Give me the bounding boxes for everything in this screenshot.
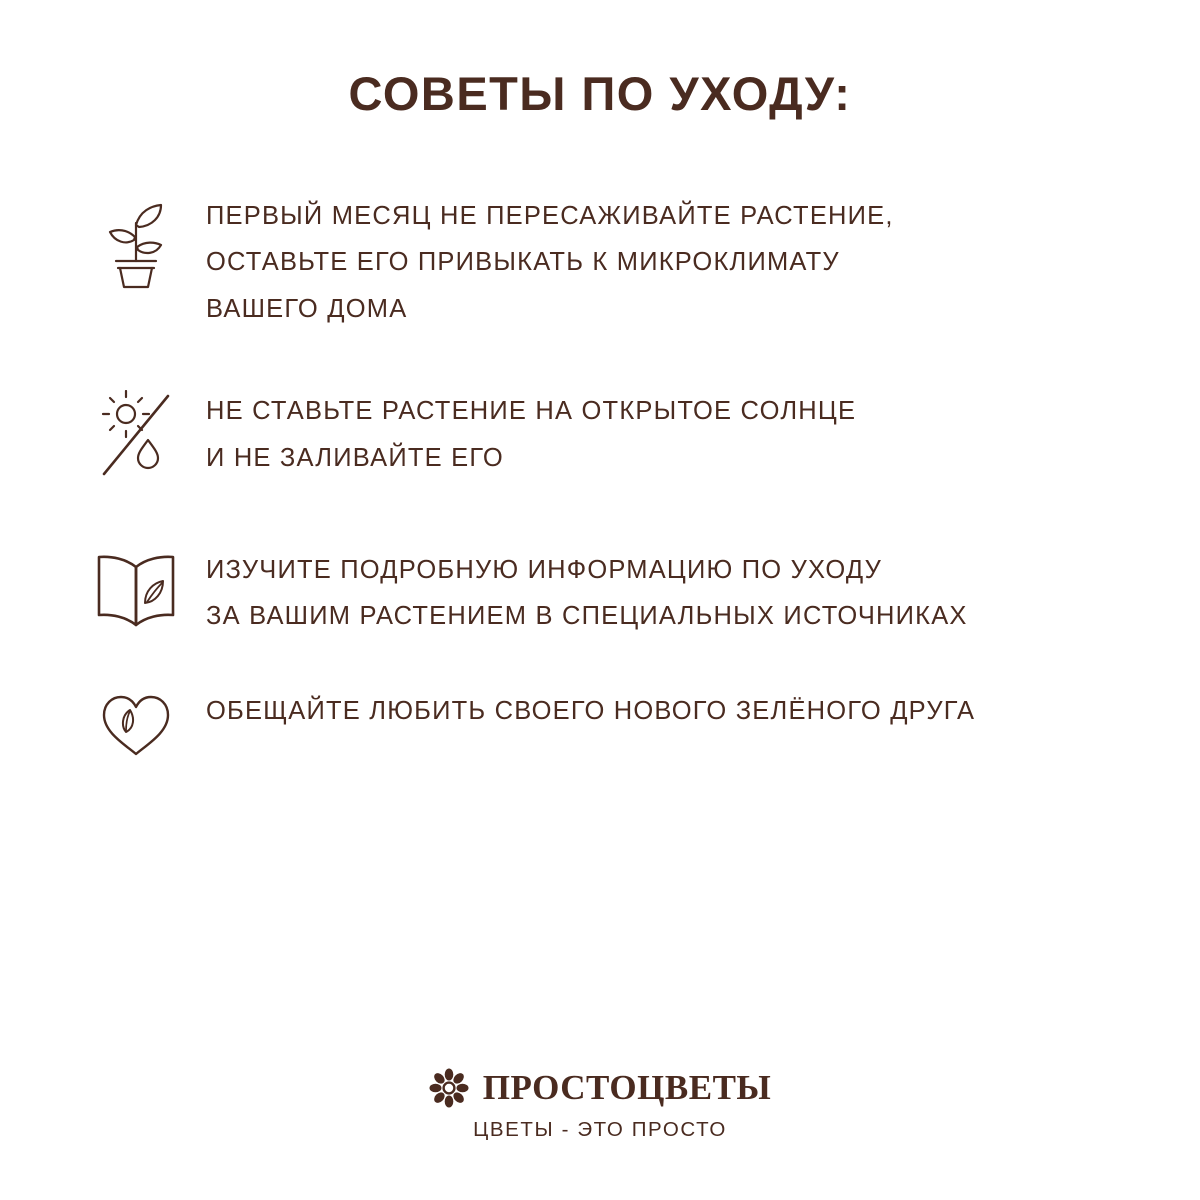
- list-item-text: [184, 688, 975, 734]
- list-item-text: [184, 547, 968, 640]
- heart-with-leaf-icon: [88, 688, 184, 760]
- text-line: ОБЕЩАЙТЕ ЛЮБИТЬ СВОЕГО НОВОГО ЗЕЛЁНОГО ДРУГА: [206, 696, 976, 725]
- text-line: ОСТАВЬТЕ ЕГО ПРИВЫКАТЬ К МИКРОКЛИМАТУ: [206, 248, 840, 277]
- text-line: НЕ СТАВЬТЕ РАСТЕНИЕ НА ОТКРЫТОЕ СОЛНЦЕ: [206, 397, 857, 426]
- text-line: ВАШЕГО ДОМА: [206, 294, 408, 323]
- open-book-with-leaf-icon: [88, 547, 184, 631]
- flower-logo-icon: [429, 1068, 469, 1108]
- brand-tagline: ЦВЕТЫ - ЭТО ПРОСТО: [473, 1118, 727, 1141]
- footer: [0, 1068, 1200, 1142]
- tips-list: [0, 193, 1200, 760]
- page-title: СОВЕТЫ ПО УХОДУ:: [348, 67, 852, 120]
- text-line: ИЗУЧИТЕ ПОДРОБНУЮ ИНФОРМАЦИЮ ПО УХОДУ: [206, 556, 882, 585]
- list-item-text: [184, 193, 894, 332]
- text-line: ЗА ВАШИМ РАСТЕНИЕМ В СПЕЦИАЛЬНЫХ ИСТОЧНИКАХ: [206, 602, 968, 631]
- text-line: И НЕ ЗАЛИВАЙТЕ ЕГО: [206, 443, 504, 472]
- list-item: [88, 193, 1140, 332]
- brand-logo: [0, 1068, 1200, 1108]
- no-direct-sun-no-overwatering-icon: [88, 388, 184, 478]
- list-item-text: [184, 388, 856, 481]
- list-item: [88, 388, 1140, 481]
- list-item: [88, 547, 1140, 640]
- text-line: ПЕРВЫЙ МЕСЯЦ НЕ ПЕРЕСАЖИВАЙТЕ РАСТЕНИЕ,: [206, 202, 894, 230]
- list-item: [88, 688, 1140, 760]
- potted-plant-icon: [88, 193, 184, 291]
- brand-name: ПРОСТОЦВЕТЫ: [482, 1068, 772, 1107]
